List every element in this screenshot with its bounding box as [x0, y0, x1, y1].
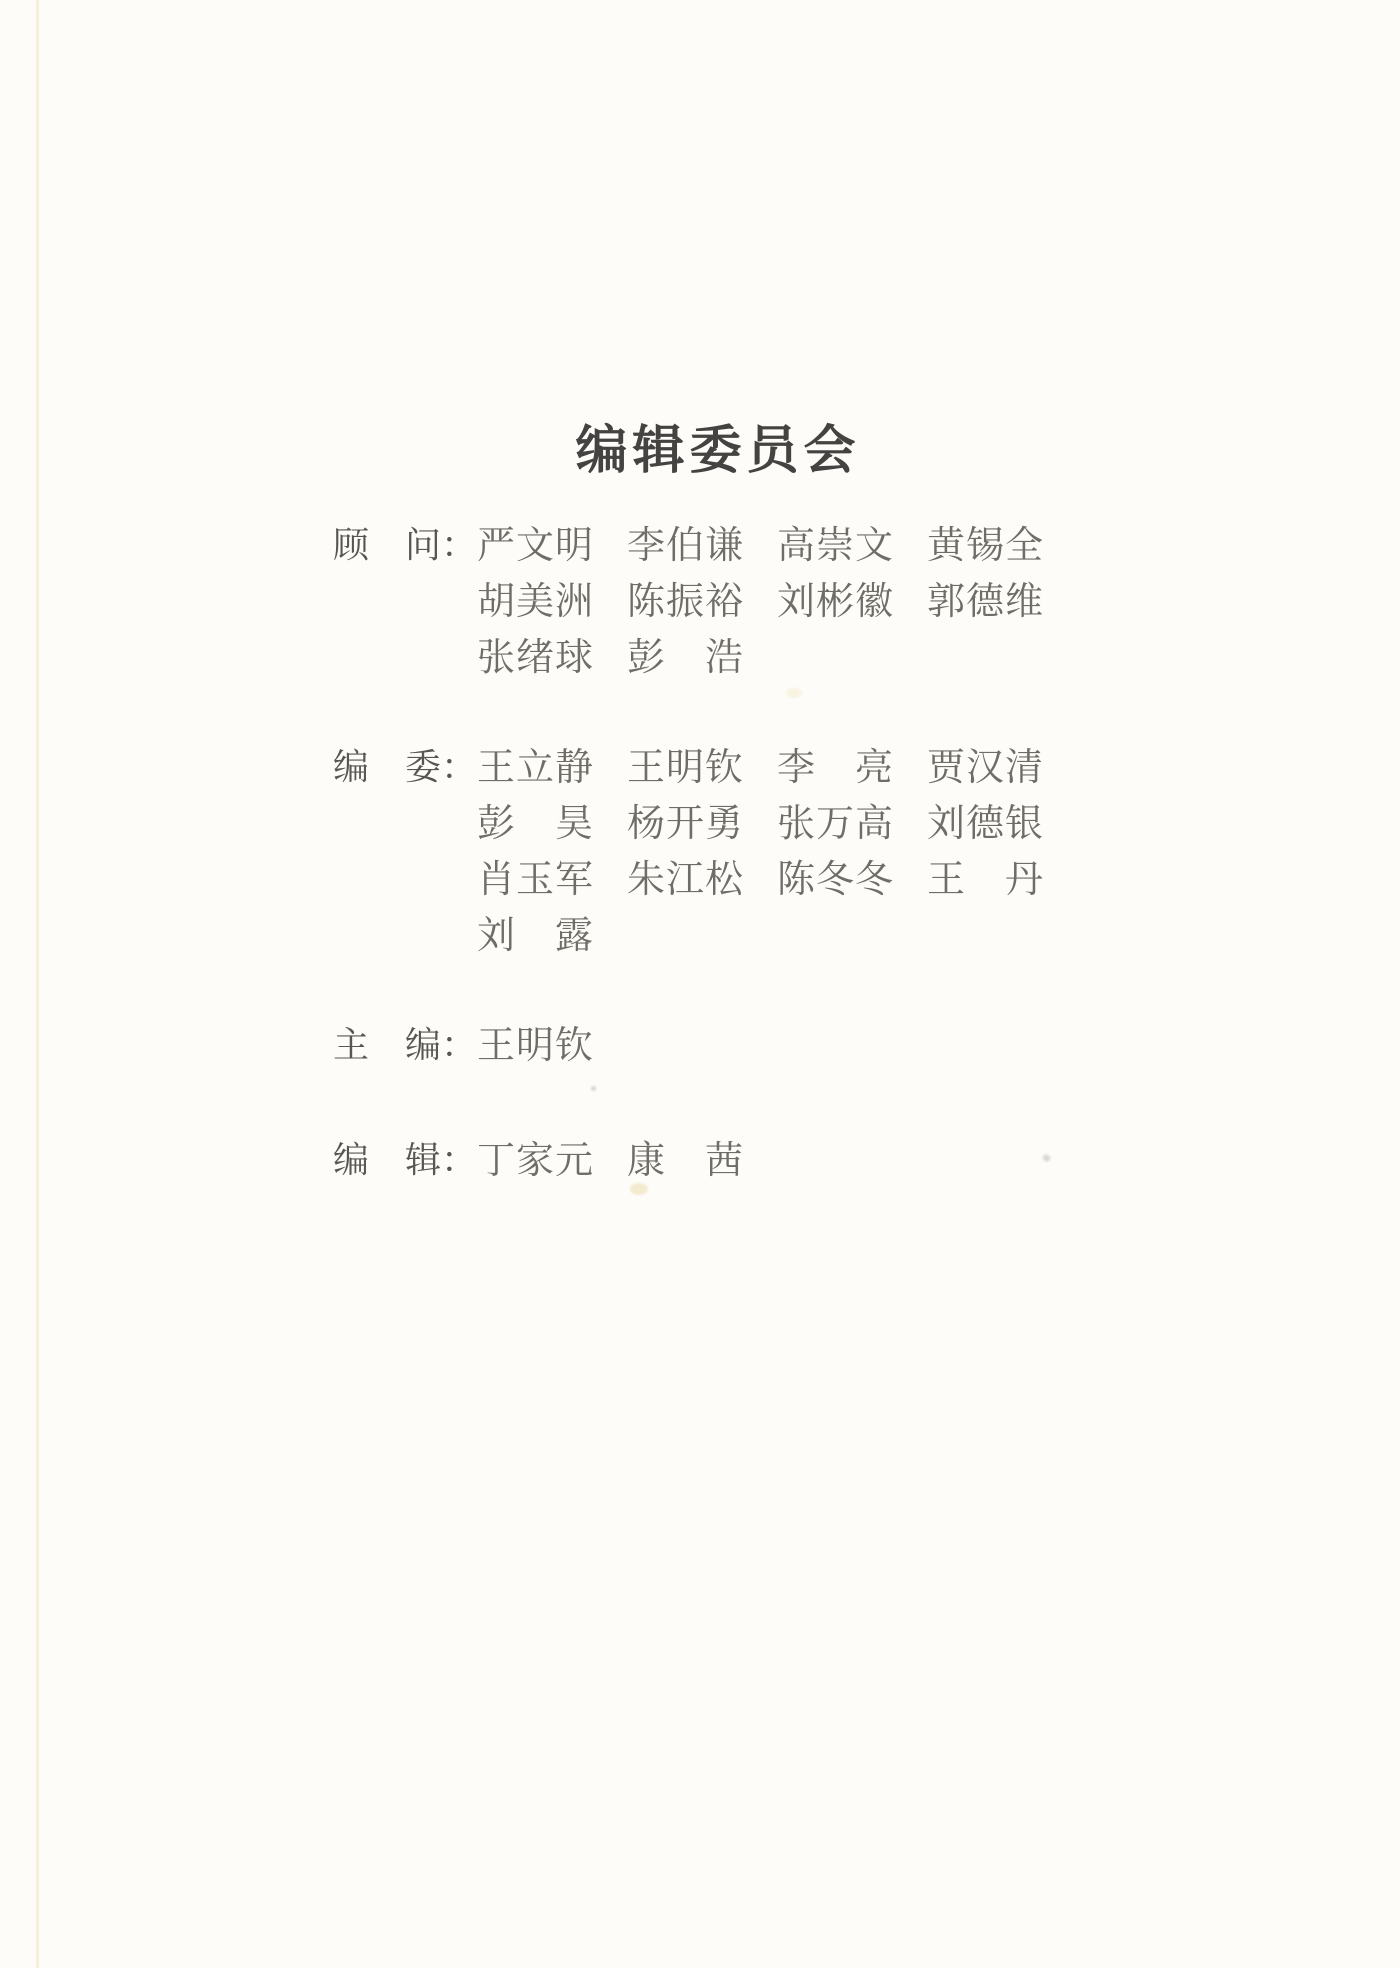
person-name: 张绪球: [477, 637, 595, 679]
person-name: 刘彬徽: [777, 581, 895, 623]
name-row: [477, 1018, 623, 1074]
person-name: 高崇文: [777, 525, 895, 567]
person-name: 贾汉清: [927, 747, 1045, 789]
person-name: 王明钦: [477, 1025, 595, 1067]
scan-speck: [786, 688, 802, 698]
section-advisors-names: [477, 518, 1073, 686]
name-row: [477, 518, 1073, 574]
person-name: 王立静: [477, 747, 595, 789]
person-name: 肖玉军: [477, 859, 595, 901]
name-row: [477, 740, 1073, 796]
person-name: 郭德维: [927, 581, 1045, 623]
person-name: 丁家元: [477, 1140, 595, 1182]
person-name: 陈振裕: [627, 581, 745, 623]
scan-speck: [630, 1183, 648, 1195]
section-editors-names: [477, 1133, 773, 1189]
person-name: 彭 浩: [627, 637, 745, 679]
person-name: 王 丹: [927, 859, 1045, 901]
person-name: 彭 昊: [477, 803, 595, 845]
person-name: 张万高: [777, 803, 895, 845]
person-name: 朱江松: [627, 859, 745, 901]
name-row: [477, 630, 1073, 686]
section-editorial-board: [333, 740, 1073, 964]
name-row: [477, 1133, 773, 1189]
scan-speck: [591, 1086, 596, 1091]
page-title: 编辑委员会: [575, 422, 861, 480]
section-chief-editor: [333, 1018, 623, 1074]
section-chief-editor-label: 主 编：: [333, 1025, 478, 1066]
person-name: 严文明: [477, 525, 595, 567]
page-edge-artifact: [36, 0, 39, 1968]
person-name: 胡美洲: [477, 581, 595, 623]
person-name: 黄锡全: [927, 525, 1045, 567]
name-row: [477, 908, 1073, 964]
section-editorial-board-label: 编 委：: [333, 747, 478, 788]
person-name: 李 亮: [777, 747, 895, 789]
section-chief-editor-names: [477, 1018, 623, 1074]
person-name: 杨开勇: [627, 803, 745, 845]
section-advisors-label: 顾 问：: [333, 525, 478, 566]
name-row: [477, 852, 1073, 908]
section-editors-label: 编 辑：: [333, 1140, 478, 1181]
name-row: [477, 796, 1073, 852]
scan-speck: [1042, 1154, 1051, 1163]
person-name: 陈冬冬: [777, 859, 895, 901]
person-name: 刘 露: [477, 915, 595, 957]
person-name: 刘德银: [927, 803, 1045, 845]
section-editorial-board-names: [477, 740, 1073, 964]
person-name: 李伯谦: [627, 525, 745, 567]
section-editors: [333, 1133, 773, 1189]
section-advisors: [333, 518, 1073, 686]
person-name: 康 茜: [627, 1140, 745, 1182]
name-row: [477, 574, 1073, 630]
person-name: 王明钦: [627, 747, 745, 789]
